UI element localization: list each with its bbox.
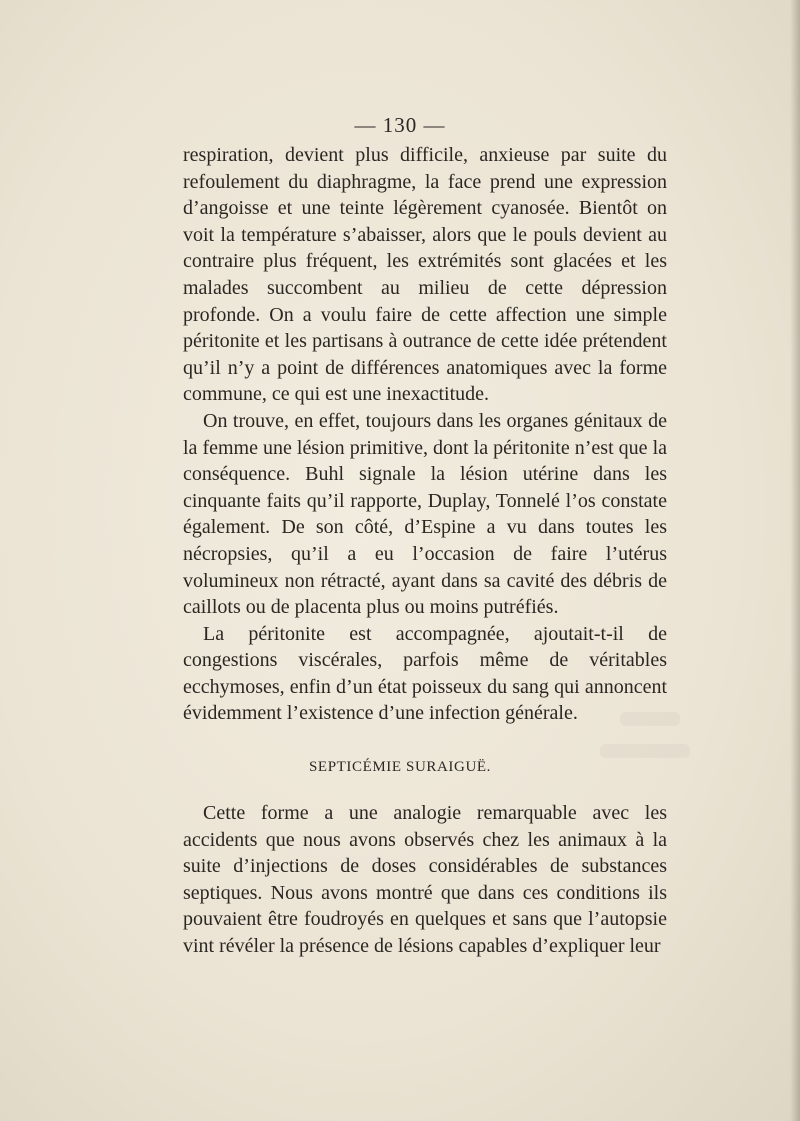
body-text-top [183,142,667,727]
body-text-bottom [183,800,667,960]
paragraph: On trouve, en effet, toujours dans les organes génitaux de la femme une lésion primitive, dont la péritonite n’est que la conséquence. Buhl signale la lésion utérine dans les cinquante faits qu’il rapporte, Duplay, Tonnelé l’os constate également. De son côté, d’Espine a vu dans toutes les nécropsies, qu’il a eu l’occasion de faire l’utérus volumineux non rétracté, ayant dans sa cavité des débris de caillots ou de placenta plus ou moins putréfiés. [183,409,667,619]
page-edge-shadow [790,0,800,1121]
show-through-mark [600,744,690,758]
paragraph: La péritonite est accompagnée, ajoutait-t-il de congestions viscérales, parfois même de véritables ecchymoses, enfin d’un état poisseux du sang qui annoncent évidemment l’existence d’une infection générale. [183,622,667,725]
paragraph: respiration, devient plus difficile, anxieuse par suite du refoulement du diaphragme, la face prend une expression d’angoisse et une teinte légèrement cyanosée. Bientôt on voit la température s’abaisser, alors que le pouls devient au contraire plus fréquent, les extrémités sont glacées et les malades succombent au milieu de cette dépression profonde. On a voulu faire de cette affection une simple péritonite et les partisans à outrance de cette idée prétendent qu’il n’y a point de différences anatomiques avec la forme commune, ce qui est une inexactitude. [183,144,667,406]
page-number: — 130 — [354,113,446,137]
section-heading: SEPTICÉMIE SURAIGUË. [308,759,491,775]
paragraph: Cette forme a une analogie remarquable avec les accidents que nous avons observés chez les animaux à la suite d’injections de doses considérables de substances septiques. Nous avons montré que dans ces conditions ils pouvaient être foudroyés en quelques et sans que l’autopsie vint révéler la présence de lésions capables d’expliquer leur [183,802,667,957]
